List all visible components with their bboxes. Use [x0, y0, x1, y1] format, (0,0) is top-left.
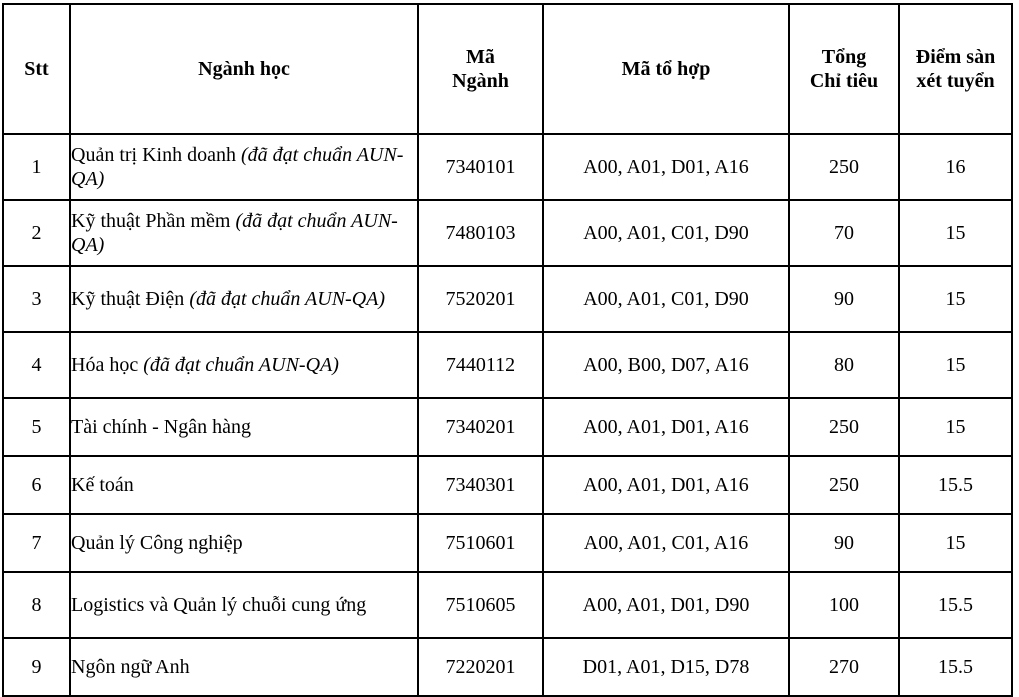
header-ma-line1: Mã: [466, 45, 495, 68]
table-row: [3, 514, 1012, 572]
cell-ma-nganh: 7220201: [418, 638, 543, 696]
cell-ma-to-hop: A00, A01, C01, D90: [543, 266, 789, 332]
cell-diem-san: 15.5: [899, 638, 1012, 696]
column-header-ma-nganh: [418, 4, 543, 134]
nganh-main-text: Kế toán: [71, 473, 134, 496]
cell-diem-san: 15.5: [899, 456, 1012, 514]
table-row: [3, 456, 1012, 514]
nganh-main-text: Tài chính - Ngân hàng: [71, 415, 251, 438]
cell-ma-nganh: 7340201: [418, 398, 543, 456]
cell-tong-chi-tieu: 90: [789, 266, 899, 332]
header-tohop-line1: Mã tổ hợp: [621, 57, 711, 80]
cell-ma-to-hop: A00, A01, D01, D90: [543, 572, 789, 638]
column-header-diem-san: [899, 4, 1012, 134]
header-tong-line1: Tổng: [821, 45, 867, 68]
cell-tong-chi-tieu: 250: [789, 134, 899, 200]
nganh-italic-note: (đã đạt chuẩn AUN-QA): [71, 209, 398, 256]
cell-nganh-hoc: [70, 514, 418, 572]
cell-diem-san: 15.5: [899, 572, 1012, 638]
cell-ma-to-hop: A00, A01, C01, D90: [543, 200, 789, 266]
cell-nganh-hoc: [70, 572, 418, 638]
cell-ma-to-hop: D01, A01, D15, D78: [543, 638, 789, 696]
cell-nganh-hoc: [70, 200, 418, 266]
cell-tong-chi-tieu: 80: [789, 332, 899, 398]
header-stt-line1: Stt: [24, 57, 49, 80]
cell-ma-nganh: 7510605: [418, 572, 543, 638]
cell-nganh-hoc: [70, 332, 418, 398]
cell-nganh-hoc: [70, 638, 418, 696]
column-header-ma-to-hop: [543, 4, 789, 134]
cell-ma-nganh: 7340301: [418, 456, 543, 514]
cell-stt: 3: [3, 266, 70, 332]
header-nganh-line1: Ngành học: [198, 57, 290, 80]
nganh-italic-note: (đã đạt chuẩn AUN-QA): [189, 287, 386, 310]
nganh-main-text: Kỹ thuật Điện: [71, 287, 190, 310]
admissions-table: [2, 3, 1013, 697]
cell-tong-chi-tieu: 250: [789, 456, 899, 514]
table-row: [3, 638, 1012, 696]
cell-stt: 7: [3, 514, 70, 572]
cell-nganh-hoc: [70, 266, 418, 332]
cell-tong-chi-tieu: 70: [789, 200, 899, 266]
column-header-tong-chi-tieu: [789, 4, 899, 134]
header-ma-line2: Ngành: [452, 70, 509, 92]
cell-diem-san: 15: [899, 200, 1012, 266]
cell-tong-chi-tieu: 250: [789, 398, 899, 456]
column-header-stt: [3, 4, 70, 134]
nganh-main-text: Quản lý Công nghiệp: [71, 531, 243, 554]
header-tong-line2: Chỉ tiêu: [809, 70, 879, 92]
cell-nganh-hoc: [70, 456, 418, 514]
cell-ma-nganh: 7340101: [418, 134, 543, 200]
nganh-main-text: Quản trị Kinh doanh: [71, 143, 241, 166]
column-header-nganh-hoc: [70, 4, 418, 134]
table-row: [3, 134, 1012, 200]
cell-diem-san: 15: [899, 266, 1012, 332]
cell-nganh-hoc: [70, 134, 418, 200]
cell-diem-san: 16: [899, 134, 1012, 200]
cell-diem-san: 15: [899, 332, 1012, 398]
header-diem-line1: Điểm sàn: [915, 45, 996, 68]
cell-ma-to-hop: A00, B00, D07, A16: [543, 332, 789, 398]
nganh-main-text: Ngôn ngữ Anh: [71, 655, 190, 678]
cell-stt: 1: [3, 134, 70, 200]
cell-ma-nganh: 7520201: [418, 266, 543, 332]
table-row: [3, 572, 1012, 638]
cell-tong-chi-tieu: 100: [789, 572, 899, 638]
table-row: [3, 332, 1012, 398]
table-row: [3, 266, 1012, 332]
table-body: [3, 134, 1012, 696]
cell-ma-to-hop: A00, A01, D01, A16: [543, 398, 789, 456]
header-diem-line2: xét tuyển: [916, 70, 995, 92]
cell-ma-to-hop: A00, A01, C01, A16: [543, 514, 789, 572]
cell-stt: 6: [3, 456, 70, 514]
cell-stt: 4: [3, 332, 70, 398]
cell-stt: 5: [3, 398, 70, 456]
cell-diem-san: 15: [899, 398, 1012, 456]
cell-stt: 9: [3, 638, 70, 696]
cell-tong-chi-tieu: 270: [789, 638, 899, 696]
nganh-main-text: Kỹ thuật Phần mềm: [71, 209, 236, 232]
nganh-italic-note: (đã đạt chuẩn AUN-QA): [143, 353, 339, 376]
cell-ma-nganh: 7440112: [418, 332, 543, 398]
table-row: [3, 398, 1012, 456]
cell-nganh-hoc: [70, 398, 418, 456]
nganh-main-text: Logistics và Quản lý chuỗi cung ứng: [71, 593, 367, 616]
cell-stt: 2: [3, 200, 70, 266]
nganh-main-text: Hóa học: [71, 353, 144, 376]
cell-diem-san: 15: [899, 514, 1012, 572]
nganh-italic-note: (đã đạt chuẩn AUN-QA): [71, 143, 404, 190]
cell-ma-to-hop: A00, A01, D01, A16: [543, 456, 789, 514]
table-header: [3, 4, 1012, 134]
header-row: [3, 4, 1012, 134]
cell-ma-to-hop: A00, A01, D01, A16: [543, 134, 789, 200]
table-row: [3, 200, 1012, 266]
cell-tong-chi-tieu: 90: [789, 514, 899, 572]
cell-ma-nganh: 7480103: [418, 200, 543, 266]
cell-ma-nganh: 7510601: [418, 514, 543, 572]
cell-stt: 8: [3, 572, 70, 638]
